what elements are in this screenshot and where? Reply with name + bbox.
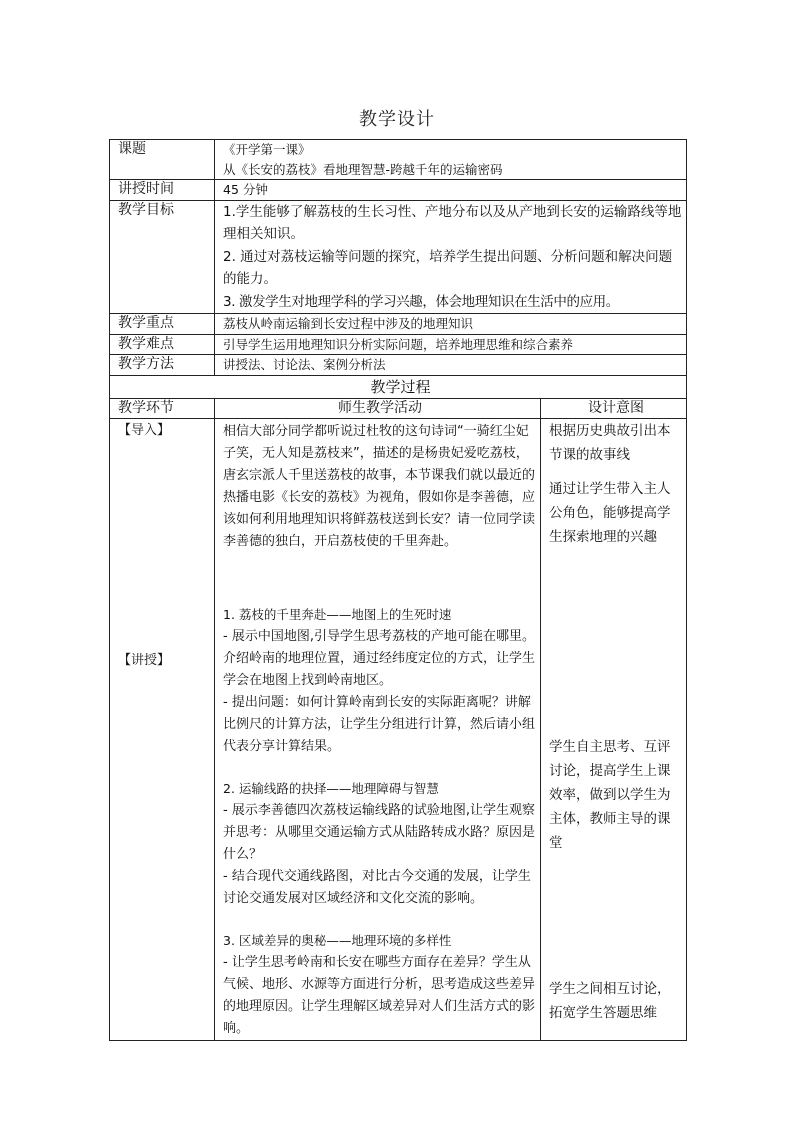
stage-intro-label: 【导入】 bbox=[118, 423, 171, 438]
topic-line-1: 《开学第一课》 bbox=[223, 142, 311, 157]
methods-value: 讲授法、讨论法、案例分析法 bbox=[215, 355, 687, 376]
section-2-point-1: - 展示李善德四次荔枝运输线路的试验地图,让学生观察并思考：从哪里交通运输方式从陆路转成水路？原因是什么？ bbox=[223, 803, 536, 862]
key-points-value: 荔枝从岭南运输到长安过程中涉及的地理知识 bbox=[215, 314, 687, 335]
column-activity-header: 师生教学活动 bbox=[215, 398, 541, 419]
intro-text: 相信大部分同学都听说过杜牧的这句诗词“一骑红尘妃子笑，无人知是荔枝来”，描述的是杨贵妃爱吃荔枝，唐玄宗派人千里送荔枝的故事，本节课我们就以最近的热播电影《长安的荔枝》为视角，假如你是李善德，应该如何利用地理知识将鲜荔枝送到长安？请一位同学读李善德的独白，开启荔枝使的千里奔赴。 bbox=[223, 424, 536, 549]
row-key-points bbox=[110, 314, 687, 335]
topic-line-2: 从《长安的荔枝》看地理智慧-跨越千年的运输密码 bbox=[223, 161, 503, 177]
column-intent-header: 设计意图 bbox=[541, 398, 687, 419]
intent-3: 学生自主思考、互评讨论，提高学生上课效率，做到以学生为主体，教师主导的课堂 bbox=[549, 739, 671, 851]
section-3-title: 3. 区域差异的奥秘——地理环境的多样性 bbox=[223, 933, 452, 948]
lesson-plan-table bbox=[109, 139, 687, 1041]
column-stage-header: 教学环节 bbox=[110, 398, 215, 419]
row-process-columns bbox=[110, 398, 687, 419]
difficulties-value: 引导学生运用地理知识分析实际问题，培养地理思维和综合素养 bbox=[215, 334, 687, 355]
duration-label: 讲授时间 bbox=[110, 180, 215, 201]
section-1-point-2: - 提出问题：如何计算岭南到长安的实际距离呢？讲解比例尺的计算方法，让学生分组进行计算，然后请小组代表分享计算结果。 bbox=[223, 695, 536, 754]
process-heading: 教学过程 bbox=[110, 375, 687, 398]
intent-1: 根据历史典故引出本节课的故事线 bbox=[549, 423, 671, 463]
methods-label: 教学方法 bbox=[110, 355, 215, 376]
key-points-label: 教学重点 bbox=[110, 314, 215, 335]
row-process-body bbox=[110, 419, 687, 1041]
section-1-title: 1. 荔枝的千里奔赴——地图上的生死时速 bbox=[223, 607, 452, 622]
stage-cell bbox=[110, 419, 215, 1041]
row-topic bbox=[110, 140, 687, 180]
intent-2: 通过让学生带入主人公角色，能够提高学生探索地理的兴趣 bbox=[549, 481, 671, 545]
goals-label: 教学目标 bbox=[110, 200, 215, 314]
stage-teach-label: 【讲授】 bbox=[118, 653, 171, 668]
section-1-point-1: - 展示中国地图,引导学生思考荔枝的产地可能在哪里。介绍岭南的地理位置，通过经纬度定位的方式，让学生学会在地图上找到岭南地区。 bbox=[223, 629, 536, 688]
intent-cell bbox=[541, 419, 687, 1041]
row-process-heading bbox=[110, 375, 687, 398]
document-title: 教学设计 bbox=[359, 109, 435, 130]
goal-item-3: 3. 激发学生对地理学科的学习兴趣，体会地理知识在生活中的应用。 bbox=[223, 293, 619, 310]
goal-item-2: 2. 通过对荔枝运输等问题的探究，培养学生提出问题、分析问题和解决问题的能力。 bbox=[223, 248, 673, 287]
intent-4: 学生之间相互讨论，拓宽学生答题思维 bbox=[549, 981, 671, 1021]
row-goals bbox=[110, 200, 687, 314]
row-duration bbox=[110, 180, 687, 201]
topic-value bbox=[215, 140, 687, 180]
row-methods bbox=[110, 355, 687, 376]
duration-value: 45 分钟 bbox=[215, 180, 687, 201]
goal-item-1: 1.学生能够了解荔枝的生长习性、产地分布以及从产地到长安的运输路线等地理相关知识。 bbox=[223, 203, 682, 242]
goals-value bbox=[215, 200, 687, 314]
activity-cell bbox=[215, 419, 541, 1041]
section-3-point-1: - 让学生思考岭南和长安在哪些方面存在差异？学生从气候、地形、水源等方面进行分析，思考造成这些差异的地理原因。让学生理解区域差异对人们生活方式的影响。 bbox=[223, 955, 536, 1036]
section-2-title: 2. 运输线路的抉择——地理障碍与智慧 bbox=[223, 781, 439, 796]
row-difficulties bbox=[110, 334, 687, 355]
difficulties-label: 教学难点 bbox=[110, 334, 215, 355]
topic-label: 课题 bbox=[110, 140, 215, 180]
section-2-point-2: - 结合现代交通线路图，对比古今交通的发展，让学生讨论交通发展对区域经济和文化交流的影响。 bbox=[223, 869, 531, 906]
